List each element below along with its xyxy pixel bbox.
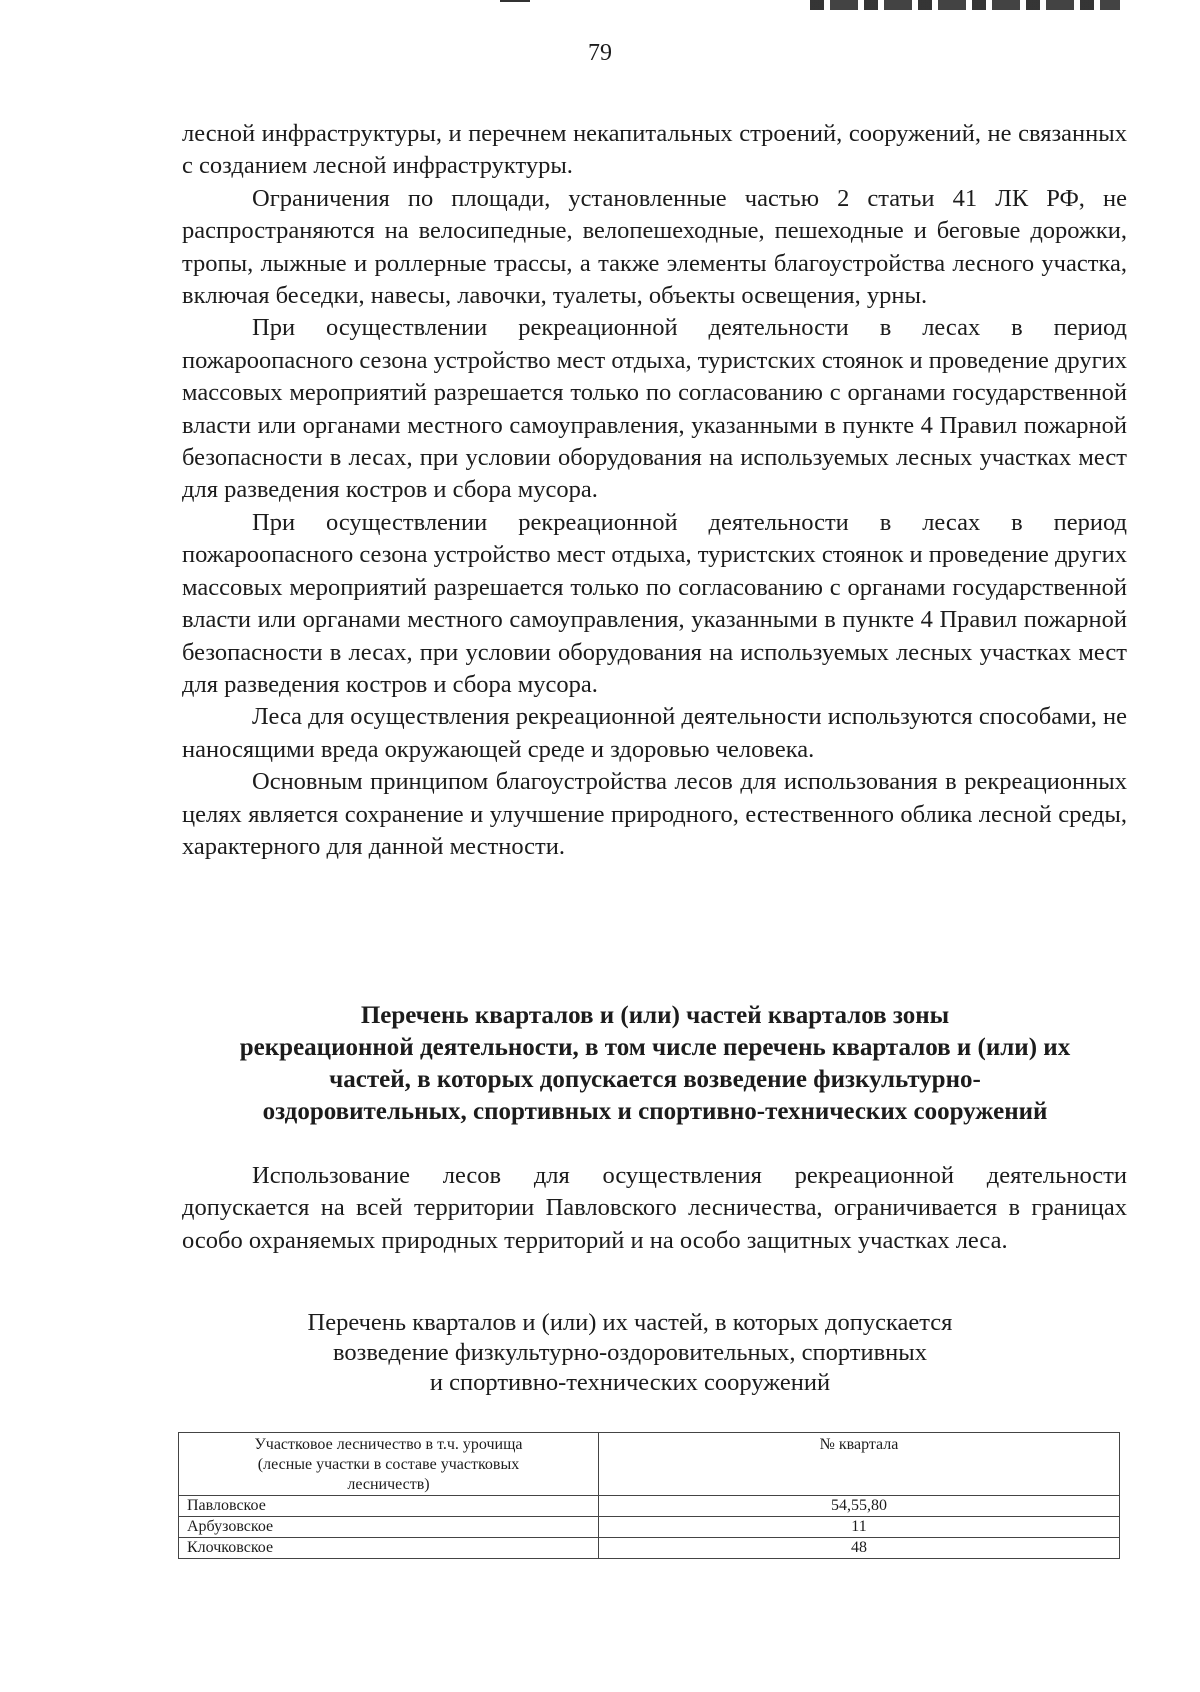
quarter-cell: 11 [599,1517,1120,1538]
section-title-line: рекреационной деятельности, в том числе перечень кварталов и (или) их [239,1034,1071,1061]
section-title-line: частей, в которых допускается возведение физкультурно- [329,1066,981,1093]
quarters-table [178,1432,1120,1559]
paragraph: Леса для осуществления рекреационной деятельности используются способами, не наносящими вреда окружающей среде и здоровью человека. [182,703,1127,763]
body-text [182,118,1127,863]
quarter-cell: 48 [599,1538,1120,1559]
table-row [179,1538,1120,1559]
paragraph: При осуществлении рекреационной деятельности в лесах в период пожароопасного сезона устройство мест отдыха, туристских стоянок и проведение других массовых мероприятий разрешается только по согласованию с органами государственной власти или органами местного самоуправления, указанными в пункте 4 Правил пожарной безопасности в лесах, при условии оборудования на используемых лесных участках мест для разведения костров и сбора мусора. [182,508,1127,698]
header-forestry-line: (лесные участки в составе участковых [257,1456,520,1473]
forestry-cell: Клочковское [179,1538,599,1559]
header-forestry-line: Участковое лесничество в т.ч. урочища [254,1436,523,1453]
page-number: 79 [588,40,612,66]
forestry-cell: Арбузовское [179,1517,599,1538]
list-title-line: и спортивно-технических сооружений [429,1369,831,1396]
paragraph: лесной инфраструктуры, и перечнем некапитальных строений, сооружений, не связанных с созданием лесной инфраструктуры. [182,120,1127,180]
forestry-cell: Павловское [179,1496,599,1517]
quarter-cell: 54,55,80 [599,1496,1120,1517]
paragraph: При осуществлении рекреационной деятельности в лесах в период пожароопасного сезона устройство мест отдыха, туристских стоянок и проведение других массовых мероприятий разрешается только по согласованию с органами государственной власти или органами местного самоуправления, указанными в пункте 4 Правил пожарной безопасности в лесах, при условии оборудования на используемых лесных участках мест для разведения костров и сбора мусора. [182,314,1127,504]
section-title-line: оздоровительных, спортивных и спортивно-технических сооружений [262,1098,1048,1125]
scan-artifact-line [500,0,530,2]
header-forestry-line: лесничеств) [347,1476,430,1493]
usage-paragraph: Использование лесов для осуществления рекреационной деятельности допускается на всей территории Павловского лесничества, ограничивается в границах особо охраняемых природных территорий и на особо защитных участках леса. [182,1162,1127,1254]
table-row [179,1496,1120,1517]
paragraph: Основным принципом благоустройства лесов для использования в рекреационных целях является сохранение и улучшение природного, естественного облика лесной среды, характерного для данной местности. [182,768,1127,860]
list-title-line: возведение физкультурно-оздоровительных, спортивных [333,1339,927,1366]
list-title [200,1308,1060,1398]
section-title [160,1000,1150,1128]
scan-artifact-bar [810,0,1120,10]
section-title-line: Перечень кварталов и (или) частей кварталов зоны [360,1002,950,1029]
list-title-line: Перечень кварталов и (или) их частей, в которых допускается [307,1309,953,1336]
header-forestry [179,1433,599,1496]
paragraph: Ограничения по площади, установленные частью 2 статьи 41 ЛК РФ, не распространяются на велосипедные, велопешеходные, пешеходные и беговые дорожки, тропы, лыжные и роллерные трассы, а также элементы благоустройства лесного участка, включая беседки, навесы, лавочки, туалеты, объекты освещения, урны. [182,184,1127,310]
header-quarter: № квартала [599,1433,1120,1496]
table-row [179,1517,1120,1538]
table-header-row [179,1433,1120,1496]
